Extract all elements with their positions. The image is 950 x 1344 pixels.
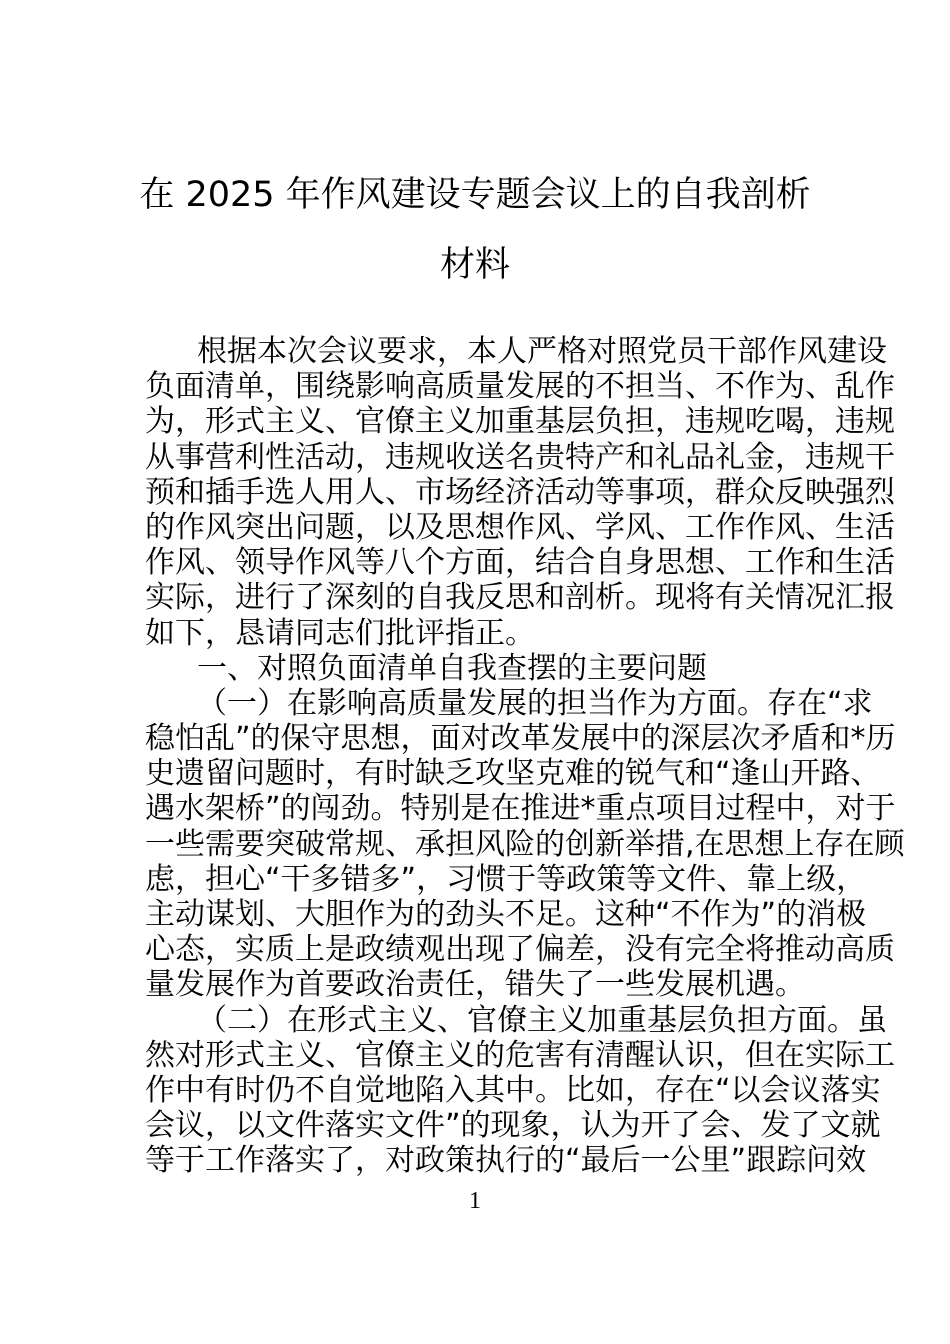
text-line: 如下，恳请同志们批评指正。 [145,615,535,651]
text-line: 等于工作落实了，对政策执行的“最后一公里”跟踪问效 [145,1143,867,1179]
text-line: 从事营利性活动，违规收送名贵特产和礼品礼金，违规干 [145,439,895,475]
text-line: 量发展作为首要政治责任，错失了一些发展机遇。 [145,967,805,1003]
text-line: 的作风突出问题，以及思想作风、学风、工作作风、生活 [145,509,895,545]
text-line: 实际，进行了深刻的自我反思和剖析。现将有关情况汇报 [145,580,895,616]
text-line: 根据本次会议要求，本人严格对照党员干部作风建设 [197,334,887,369]
title-line: 材料 [439,245,510,285]
paragraph [145,685,905,1003]
paragraph [145,1002,895,1179]
text-line: 作中有时仍不自觉地陷入其中。比如，存在“以会议落实 [145,1072,881,1108]
document-body [145,334,905,1179]
text-line: 一、对照负面清单自我查摆的主要问题 [197,650,707,686]
text-line: 一些需要突破常规、承担风险的创新举措,在思想上存在顾 [145,826,905,862]
text-line: 史遗留问题时，有时缺乏攻坚克难的锐气和“逢山开路、 [145,756,881,792]
text-line: 负面清单，围绕影响高质量发展的不担当、不作为、乱作 [145,369,895,405]
title-line: 在 2025 年作风建设专题会议上的自我剖析 [139,175,811,215]
text-line: 作风、领导作风等八个方面，结合自身思想、工作和生活 [145,545,895,581]
page-number: 1 [469,1188,481,1214]
text-line: 心态，实质上是政绩观出现了偏差，没有完全将推动高质 [145,932,895,968]
text-line: 稳怕乱”的保守思想，面对改革发展中的深层次矛盾和*历 [145,721,896,757]
paragraph [145,334,895,651]
text-line: 主动谋划、大胆作为的劲头不足。这种“不作为”的消极 [145,897,867,932]
text-line: 会议，以文件落实文件”的现象，认为开了会、发了文就 [145,1108,881,1144]
text-line: 遇水架桥”的闯劲。特别是在推进*重点项目过程中，对于 [145,791,896,827]
section-heading [145,651,807,686]
text-line: （二）在形式主义、官僚主义加重基层负担方面。虽 [197,1002,887,1038]
text-line: 为，形式主义、官僚主义加重基层负担，违规吃喝，违规 [145,404,895,440]
text-line: 预和插手选人用人、市场经济活动等事项，群众反映强烈 [145,474,895,510]
text-line: 虑，担心“干多错多”，习惯于等政策等文件、靠上级， [145,861,867,897]
text-line: （一）在影响高质量发展的担当作为方面。存在“求 [197,685,873,721]
document-title [0,160,950,300]
text-line: 然对形式主义、官僚主义的危害有清醒认识，但在实际工 [145,1037,895,1073]
